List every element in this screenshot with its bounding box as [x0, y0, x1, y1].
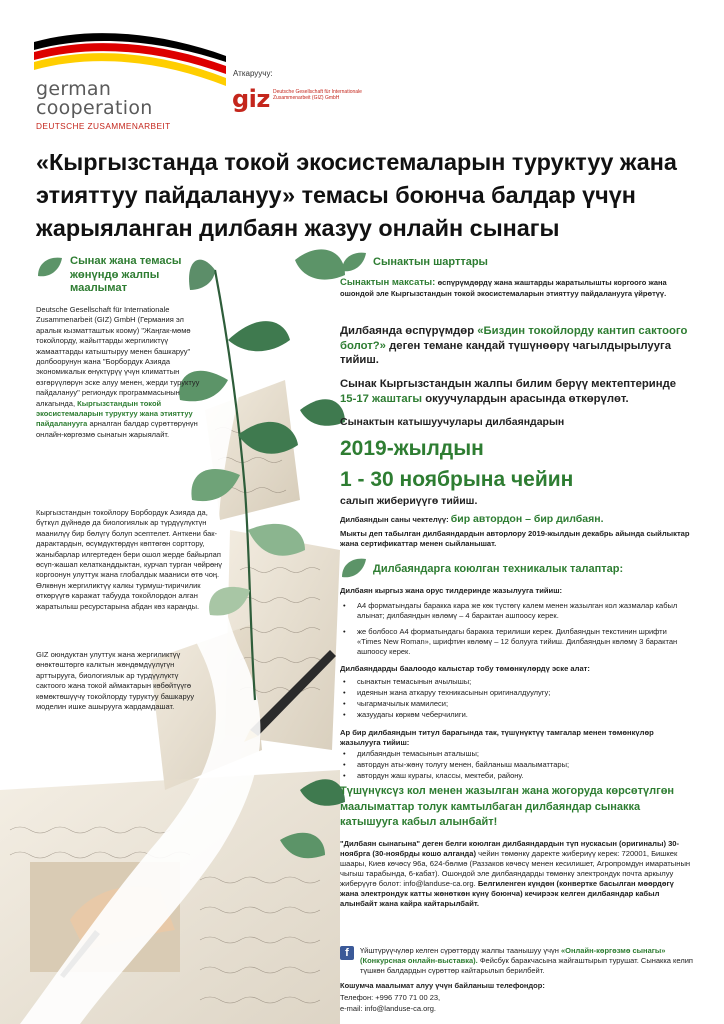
implementer-label: Аткаруучу:	[233, 69, 273, 78]
address-late-notice: Белгиленген күндөн (конвертке басылган мөөрдөгү жана электрондук катты жөнөткөн күнү боюнча) кечирээк келген дилбаяндар кабыл алынбайт жана кайра кайтарылбайт.	[340, 879, 674, 908]
bullet: •	[343, 699, 346, 708]
brand-cooperation: cooperation	[36, 97, 153, 119]
leaf-icon	[340, 251, 368, 273]
brand-german: german	[36, 78, 112, 100]
facebook-page-link[interactable]: «Онлайн-көргөзмө сынагы» (Конкурсная онлайн-выставка).	[360, 946, 666, 965]
fb-intro: Үйштүрүүчүлөр келген сүрөттөрдү жалпы таанышуу үчүн	[360, 946, 559, 955]
bullet: •	[343, 688, 346, 697]
criteria-item: чыгармачылык мамилеси;	[357, 699, 449, 708]
criteria-item: сынактын темасынын ачылышы;	[357, 677, 472, 686]
submit-intro: Сынактын катышуучулары дилбаяндарын	[340, 416, 565, 428]
bullet: •	[343, 760, 346, 769]
tech-heading: Дилбаяндарга коюлган техникалык талаптар:	[373, 563, 624, 575]
bullet: •	[343, 710, 346, 719]
left-paragraph-1	[36, 305, 211, 440]
age-intro: Сынак Кыргызстандын жалпы билим берүү мектептеринде	[340, 378, 677, 390]
limit-text	[340, 514, 692, 525]
left-p1-outro: арналган балдар сүрөттөрүнүн онлайн-көргөзмө сынагын жарыялайт.	[36, 419, 198, 439]
bullet: •	[343, 749, 346, 758]
format-item: же болбосо А4 форматындагы баракка терилиши керек. Дилбаяндын текстинин шрифти «Times New Roman», шрифтин көлөмү – 12 болууга тийиш. Дилбаяндын көлөмү 3 барактан ашпоосу керек.	[357, 627, 678, 656]
facebook-icon: f	[340, 946, 354, 960]
giz-full-name: Deutsche Gesellschaft für Internationale Zusammenarbeit (GIZ) GmbH	[273, 89, 362, 101]
address-body: чейин төмөнкү даректе жибериүү керек: 720001, Бишкек шаары, Киев көчөсү 96а, 624-бөлмө (Раззаков көчөсү менен кесилишет, Агропромдун имаратынын чыгыш тарабында, 6-кабат). Ошондой эле дилбаяндарды төмөнкү электрондук почта аркылуу жиберүүгө болот: info@landuse-ca.org.	[340, 849, 691, 888]
criteria-item: идеянын жана аткаруу техникасынын оригиналдуулугу;	[357, 688, 551, 697]
criteria-item: жазуудагы көркөм чеберчилиги.	[357, 710, 468, 719]
goal-label: Сынактын максаты:	[340, 277, 436, 288]
theme-intro: Дилбаянда өспүрүмдөр	[340, 325, 475, 337]
title-page-item: автордун жаш курагы, классы, мектеби, району.	[357, 771, 524, 780]
age-highlight: 15-17 жаштагы	[340, 392, 423, 405]
language-requirement: Дилбаян кыргыз жана орус тилдеринде жазылууга тийиш:	[340, 586, 563, 595]
fb-outro: Фейсбук баракчасына жайгаштырып турушат. Сынакка келип түшкөн балдардын сүрөттөр кайтарылып берилбейт.	[360, 956, 693, 975]
goal-text	[340, 278, 692, 299]
submission-address	[340, 839, 692, 909]
conditions-heading: Сынактын шарттары	[373, 256, 488, 268]
age-text	[340, 377, 692, 406]
bullet: •	[343, 601, 346, 610]
limit-label: Дилбаяндын саны чектелүү:	[340, 515, 449, 524]
theme-outro: деген темане кандай түшүнөөрү чагылдырылууга тийиш.	[340, 339, 671, 366]
goal-body: өспүрүмдөрдү жана жаштарды жаратылышты коргоого жана ошондой эле Кыргызстандын токой экосистемаларын этияттуу пайдаланууга үйрөтүү.	[340, 278, 667, 298]
contact-phone: Телефон: +996 770 71 00 23,	[340, 993, 441, 1002]
brand-deutsche-zusammenarbeit: DEUTSCHE ZUSAMMENARBEIT	[36, 121, 171, 131]
limit-value: бир автордон – бир дилбаян.	[450, 513, 604, 525]
bullet: •	[343, 771, 346, 780]
title-page-label: Ар бир дилбаяндын титул барагында так, түшүнүктүү тамгалар менен төмөнкүлөр жазылууга тийиш:	[340, 728, 654, 747]
giz-logo: giz	[232, 85, 270, 113]
left-section-heading: Сынак жана темасы жөнүндө жалпы маалымат	[70, 255, 182, 294]
format-item: А4 форматындагы баракка кара же көк түстөгү калем менен жазылган кол жазмалар кабыл алынат; дилбаяндын көлөмү – 4 барактан ашпоосу керек.	[357, 601, 678, 620]
deadline-dates: 1 - 30 ноябрына чейин	[340, 468, 574, 491]
bullet: •	[343, 677, 346, 686]
left-paragraph-3: GIZ оюндуктан улуттук жана жергиликтүү өнөктөштөргө калктын жөндөмдүүлүгүн арттырууга, биологиялык ар түрдүүлүктү сактоого жана токой аймактарын көбөйтүүгө көмөктөшүүчү токойлорду туруктуу башкаруу моделин ишке ашырууга жардамдашат.	[36, 650, 195, 712]
contact-label: Кошумча маалымат алуу үчүн байланыш телефондор:	[340, 981, 545, 990]
deadline-year: 2019-жылдын	[340, 437, 484, 460]
rejection-warning: Түшүнүксүз кол менен жазылган жана жогоруда көрсөтүлгөн маалыматтар толук камтылбаган дилбаяндар сынакка катышууга кабыл алынбайт!	[340, 785, 675, 828]
contact-email[interactable]: e-mail: info@landuse-ca.org.	[340, 1004, 436, 1013]
page-title: «Кыргызстанда токой экосистемаларын туруктуу жана этияттуу пайдалануу» темасы боюнча балдар үчүн жарыяланган дилбаян жазуу онлайн сынагы	[36, 149, 677, 241]
leaf-icon	[340, 557, 368, 579]
submit-outro: салып жибериүүгө тийиш.	[340, 495, 478, 507]
leaf-icon	[36, 256, 64, 278]
prize-text: Мыкты деп табылган дилбаяндардын авторлору 2019-жылдын декабрь айында сыйлыктар жана сертификаттар менен сыйланышат.	[340, 529, 690, 548]
age-outro: окуучулардын арасында өткөрүлөт.	[425, 392, 629, 405]
left-paragraph-2: Кыргызстандын токойлору Борбордук Азияда да, бүткүл дүйнөдө да биологиялык ар түрдүүлүктүн маанилүү бир бөлүгү болуп эсептелет. Анткени бак-дарактардын, өсүмдүктөрдүн көптөгөн сорттору, жаныбарлар илгертеден бери ошол жерде байырлап өсүп-жашап келатканддыктан, курчап турган чөйрөнү коргоонун улуттук жана глобалдык мааниси өтө чоң. Өлкөнүн жергиликтүү калкы турмуш-тиричилик өткөрүүгө каражат табууда токойлордон алган жаратылыш ресурстарына абдан көз каранды.	[36, 508, 223, 611]
left-p1-intro: Deutsche Gesellschaft für Internationale Zusammenarbeit (GIZ) GmbH (Германия эл аралык кызматташтык коому) "Жаңгак-мөмө токойлорду, жайыттарды жергиликтүү жамааттарды катыштыруу менен башкаруу" долбоорунун жана "Борбордук Азияда экономикалык өнүктүрүү үчүн климаттын өзгөрүүлөрүн эске алуу менен, жерди туруктуу пайдалануу" региондук программасынын алкагында,	[36, 305, 200, 408]
left-p1-highlight: Кыргызстандын токой экосистемаларын туруктуу жана этияттуу пайдаланууга	[36, 398, 193, 429]
theme-question: «Биздин токойлорду кантип сактоого болот?»	[340, 325, 688, 352]
title-page-item: дилбаяндын темасынын аталышы;	[357, 749, 479, 758]
address-bold-intro: "Дилбаян сынагына" деген белги коюлган дилбаяндардын түп нускасын (оригиналы) 30-ноябрга (30-ноябрды кошо алганда)	[340, 839, 680, 858]
theme-text	[340, 324, 692, 368]
bullet: •	[343, 627, 346, 636]
criteria-label: Дилбаяндарды баалоодо калыстар тобу төмөнкүлөрдү эске алат:	[340, 664, 590, 673]
facebook-notice-text	[360, 946, 695, 976]
title-page-item: автордун аты-жөнү толугу менен, байланыш маалыматтары;	[357, 760, 570, 769]
